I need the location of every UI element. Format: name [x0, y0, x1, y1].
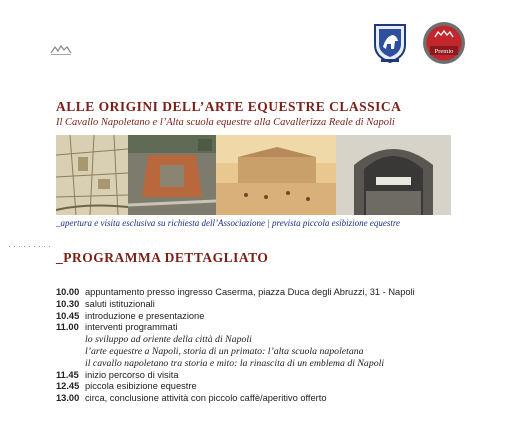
- stable-entrance-image: [336, 135, 451, 215]
- schedule-description: piccola esibizione equestre: [85, 381, 197, 392]
- schedule-description: inizio percorso di visita: [85, 369, 179, 380]
- schedule-row: [56, 381, 415, 393]
- organizer-logo-icon: [50, 44, 72, 56]
- photo-strip: [56, 135, 451, 215]
- schedule-description: lo sviluppo ad oriente della città di Napoli: [85, 334, 252, 346]
- premio-badge-label: Premio: [434, 48, 454, 55]
- schedule-time: 11.00: [56, 322, 79, 333]
- schedule-time: 11.45: [56, 369, 79, 380]
- schedule-row: [56, 358, 415, 370]
- schedule-description: l’arte equestre a Napoli, storia di un primato: l’alta scuola napoletana: [85, 345, 364, 357]
- schedule-time: [56, 346, 85, 358]
- page-title: ALLE ORIGINI DELL’ARTE EQUESTRE CLASSICA: [56, 99, 402, 114]
- schedule-description: saluti istituzionali: [85, 298, 155, 309]
- historic-painting-image: [216, 135, 336, 215]
- schedule-row: [56, 346, 415, 358]
- schedule-description: interventi programmati: [85, 322, 178, 333]
- schedule-description: appuntamento presso ingresso Caserma, piazza Duca degli Abruzzi, 31 - Napoli: [85, 287, 415, 297]
- historic-map-image: [56, 135, 128, 215]
- schedule-row: [56, 334, 415, 346]
- schedule-time: 10.45: [56, 310, 80, 321]
- dotted-divider: ·········: [8, 241, 53, 251]
- page-subtitle: Il Cavallo Napoletano e l’Alta scuola equestre alla Cavallerizza Reale di Napoli: [56, 117, 395, 128]
- visit-note: _apertura e visita esclusiva su richiesta dell’Associazione | prevista piccola esibizione equestre: [56, 218, 400, 228]
- program-heading: _PROGRAMMA DETTAGLIATO: [56, 250, 269, 265]
- schedule-row: [56, 393, 415, 405]
- schedule-row: [56, 370, 415, 382]
- schedule-description: circa, conclusione attività con piccolo caffè/aperitivo offerto: [85, 393, 327, 404]
- schedule-time: 10.30: [56, 298, 80, 309]
- schedule-list: [56, 287, 415, 405]
- schedule-row: [56, 299, 415, 311]
- association-crest-icon: [367, 19, 413, 65]
- schedule-time: 13.00: [56, 393, 80, 404]
- aerial-view-image: [128, 135, 216, 215]
- schedule-row: [56, 287, 415, 299]
- schedule-description: il cavallo napoletano tra storia e mito: la rinascita di un emblema di Napoli: [85, 357, 385, 369]
- premio-badge-icon: [422, 21, 466, 65]
- schedule-description: introduzione e presentazione: [85, 310, 205, 321]
- schedule-row: [56, 311, 415, 323]
- schedule-time: [56, 334, 85, 346]
- schedule-time: 12.45: [56, 381, 80, 392]
- schedule-row: [56, 322, 415, 334]
- schedule-time: 10.00: [56, 287, 80, 297]
- schedule-time: [56, 358, 85, 370]
